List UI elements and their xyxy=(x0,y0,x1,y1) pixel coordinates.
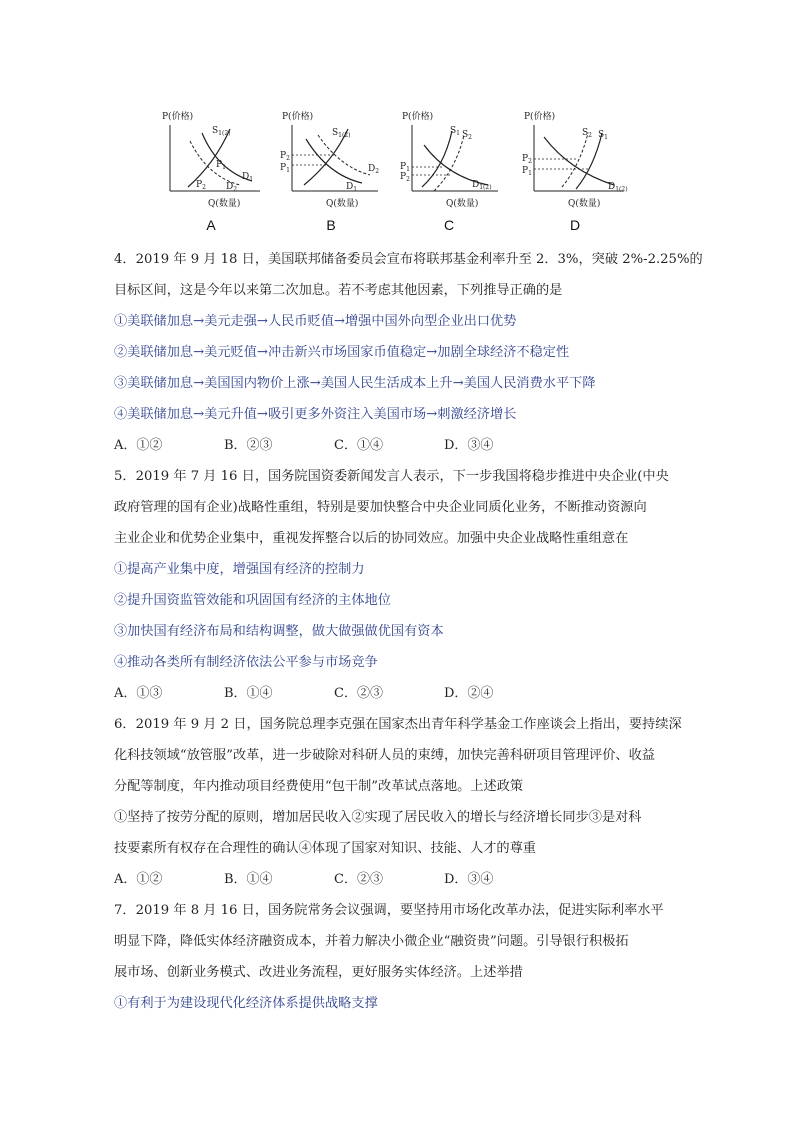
x-axis-label: Q(数量) xyxy=(568,199,601,209)
question-stem-line: 政府管理的国有企业)战略性重组，特别是要加快整合中央企业同质化业务，不断推动资源向 xyxy=(114,500,647,515)
question-5 xyxy=(114,461,684,709)
question-7 xyxy=(114,895,684,1019)
answer-d: D．②④ xyxy=(444,686,494,701)
answer-a: A．①② xyxy=(114,438,163,453)
s1-label: $S_1$ xyxy=(450,126,460,137)
demand-curve xyxy=(424,145,488,185)
p2-label: $P_2$ xyxy=(522,154,532,165)
option-3: ③加快国有经济布局和结构调整，做大做强做优国有资本 xyxy=(114,624,444,639)
option-2: ②美联储加息→美元贬值→冲击新兴市场国家币值稳定→加剧全球经济不稳定性 xyxy=(114,345,570,360)
graph-d xyxy=(520,105,640,235)
graph-b-label: B xyxy=(326,217,336,233)
answer-choices xyxy=(114,678,684,709)
s1-label: $S_1$ xyxy=(598,130,608,141)
question-4 xyxy=(114,244,703,461)
y-axis-label: P(价格) xyxy=(402,112,434,122)
d1-label: $D_1$ xyxy=(346,182,358,193)
option-2: ②提升国资监管效能和巩固国有经济的主体地位 xyxy=(114,593,391,608)
graph-b xyxy=(278,105,398,235)
graph-b-svg xyxy=(278,105,398,215)
answer-a: A．①② xyxy=(114,872,163,887)
question-stem-line: 分配等制度，年内推动项目经费使用“包干制”改革试点落地。上述政策 xyxy=(114,779,524,794)
d1-label: $D_1$ xyxy=(242,172,254,183)
y-axis-label: P(价格) xyxy=(282,112,314,122)
answer-c: C．②③ xyxy=(334,686,383,701)
p2-label: $P_2$ xyxy=(400,172,410,183)
question-stem-line: 主业企业和优势企业集中，重视发挥整合以后的协同效应。加强中央企业战略性重组意在 xyxy=(114,531,629,546)
question-stem-line: 5．2019 年 7 月 16 日，国务院国资委新闻发言人表示，下一步我国将稳步推进中央企业(中央 xyxy=(114,469,669,484)
supply-curve-s1 xyxy=(576,133,602,189)
demand-curve xyxy=(544,137,614,185)
graph-d-svg xyxy=(520,105,640,215)
option-1: ①美联储加息→美元走强→人民币贬值→增强中国外向型企业出口优势 xyxy=(114,314,517,329)
answer-b: B．①④ xyxy=(224,686,273,701)
x-axis-label: Q(数量) xyxy=(208,199,241,209)
answer-b: B．①④ xyxy=(224,872,273,887)
option-1: ①提高产业集中度，增强国有经济的控制力 xyxy=(114,562,365,577)
answer-choices xyxy=(114,430,684,461)
d2-label: $D_2$ xyxy=(226,182,238,193)
graph-d-label: D xyxy=(569,217,581,233)
y-axis-label: P(价格) xyxy=(524,112,556,122)
p2-label: $P_2$ xyxy=(280,151,290,162)
answer-d: D．③④ xyxy=(444,872,494,887)
question-stem-line: 化科技领域“放管服”改革，进一步破除对科研人员的束缚，加快完善科研项目管理评价、收益 xyxy=(114,748,655,763)
s-label: $S_{1(2)}$ xyxy=(332,128,351,139)
supply-demand-graphs xyxy=(160,105,640,235)
question-stem-line: 明显下降，降低实体经济融资成本，并着力解决小微企业“融资贵”问题。引导银行积极拓 xyxy=(114,934,629,949)
s2-label: $S_2$ xyxy=(582,128,592,139)
answer-b: B．②③ xyxy=(224,438,273,453)
option-4: ④美联储加息→美元升值→吸引更多外资注入美国市场→刺激经济增长 xyxy=(114,407,517,422)
graph-c xyxy=(398,105,518,235)
answer-choices xyxy=(114,864,684,895)
answer-c: C．②③ xyxy=(334,872,383,887)
s-label: $S_{1(2)}$ xyxy=(212,126,231,137)
p2-label: $P_2$ xyxy=(196,180,206,191)
question-stem-line: ①坚持了按劳分配的原则，增加居民收入②实现了居民收入的增长与经济增长同步③是对科 xyxy=(114,810,642,825)
x-axis-label: Q(数量) xyxy=(446,199,479,209)
p1-label: $P_1$ xyxy=(522,166,532,177)
graph-a-label: A xyxy=(206,217,216,233)
answer-c: C．①④ xyxy=(334,438,383,453)
answer-a: A．①③ xyxy=(114,686,163,701)
s2-label: $S_2$ xyxy=(462,130,472,141)
question-stem-line: 6．2019 年 9 月 2 日，国务院总理李克强在国家杰出青年科学基金工作座谈会上指出，要持续深 xyxy=(114,717,682,732)
x-axis-label: Q(数量) xyxy=(326,199,359,209)
d-label: $D_{1(2)}$ xyxy=(608,182,628,193)
d-label: $D_{1(2)}$ xyxy=(472,180,492,191)
question-stem-line: 7．2019 年 8 月 16 日，国务院常务会议强调，要坚持用市场化改革办法，促进实际利率水平 xyxy=(114,903,664,918)
question-stem-line: 4．2019 年 9 月 18 日，美国联邦储备委员会宣布将联邦基金利率升至 2．3%，突破 2%-2.25%的 xyxy=(114,252,703,267)
graph-c-label: C xyxy=(443,217,455,233)
graph-c-svg xyxy=(398,105,518,215)
p1-label: $P_1$ xyxy=(400,162,410,173)
p1-label: $P_1$ xyxy=(280,163,290,174)
option-3: ③美联储加息→美国国内物价上涨→美国人民生活成本上升→美国人民消费水平下降 xyxy=(114,376,596,391)
answer-d: D．③④ xyxy=(444,438,494,453)
graph-a xyxy=(160,105,280,235)
d2-label: $D_2$ xyxy=(368,164,380,175)
option-4: ④推动各类所有制经济依法公平参与市场竞争 xyxy=(114,655,378,670)
question-stem-line: 展市场、创新业务模式、改进业务流程，更好服务实体经济。上述举措 xyxy=(114,965,523,980)
graph-a-svg xyxy=(160,105,280,215)
y-axis-label: P(价格) xyxy=(162,112,194,122)
option-1: ①有利于为建设现代化经济体系提供战略支撑 xyxy=(114,996,378,1011)
question-stem-line: 技要素所有权存在合理性的确认④体现了国家对知识、技能、人才的尊重 xyxy=(114,841,536,856)
question-stem-line: 目标区间，这是今年以来第二次加息。若不考虑其他因素，下列推导正确的是 xyxy=(114,283,563,298)
p1-label: $P_1$ xyxy=(216,160,226,171)
questions xyxy=(114,244,703,1019)
question-6 xyxy=(114,709,684,895)
